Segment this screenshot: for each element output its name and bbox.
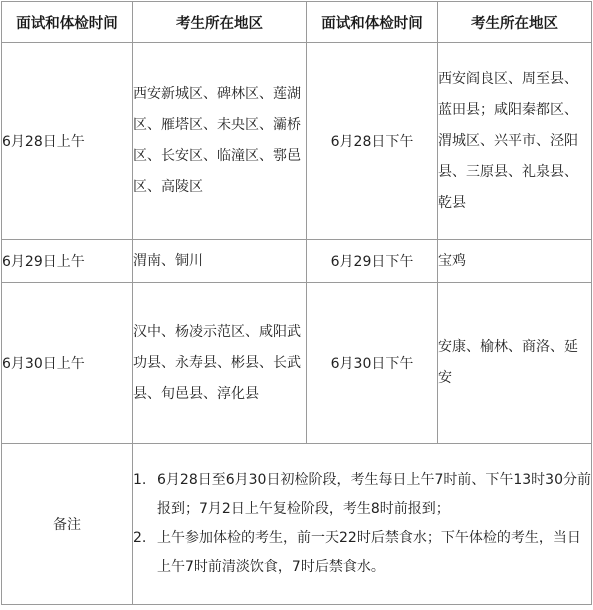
table-row — [2, 283, 592, 444]
morning-areas-cell: 西安新城区、碑林区、莲湖区、雁塔区、未央区、灞桥区、长安区、临潼区、鄠邑区、高陵区 — [133, 43, 307, 240]
note-text: 6月28日至6月30日初检阶段，考生每日上午7时前、下午13时30分前报到；7月2日上午复检阶段，考生8时前报到； — [157, 472, 591, 517]
header-time-2: 面试和体检时间 — [307, 2, 438, 43]
table-row — [2, 240, 592, 283]
morning-time-cell: 6月28日上午 — [2, 43, 133, 240]
notes-row — [2, 444, 592, 605]
afternoon-time-cell: 6月30日下午 — [307, 283, 438, 444]
morning-time-cell: 6月29日上午 — [2, 240, 133, 283]
afternoon-areas-cell: 安康、榆林、商洛、延安 — [438, 283, 592, 444]
note-number: 1. — [133, 472, 147, 488]
note-item — [133, 524, 591, 582]
morning-areas-cell: 渭南、铜川 — [133, 240, 307, 283]
header-area-1: 考生所在地区 — [133, 2, 307, 43]
notes-label: 备注 — [2, 444, 133, 605]
afternoon-areas-cell: 西安阎良区、周至县、蓝田县；咸阳秦都区、渭城区、兴平市、泾阳县、三原县、礼泉县、乾县 — [438, 43, 592, 240]
afternoon-time-cell: 6月29日下午 — [307, 240, 438, 283]
morning-areas-cell: 汉中、杨凌示范区、咸阳武功县、永寿县、彬县、长武县、旬邑县、淳化县 — [133, 283, 307, 444]
notes-body — [133, 444, 592, 605]
note-number: 2. — [133, 530, 147, 546]
table-row — [2, 43, 592, 240]
afternoon-time-cell: 6月28日下午 — [307, 43, 438, 240]
header-area-2: 考生所在地区 — [438, 2, 592, 43]
header-row — [2, 2, 592, 43]
morning-time-cell: 6月30日上午 — [2, 283, 133, 444]
header-time-1: 面试和体检时间 — [2, 2, 133, 43]
exam-schedule-table — [1, 1, 592, 605]
note-text: 上午参加体检的考生，前一天22时后禁食水；下午体检的考生，当日上午7时前清淡饮食，7时后禁食水。 — [157, 530, 581, 575]
note-item — [133, 466, 591, 524]
afternoon-areas-cell: 宝鸡 — [438, 240, 592, 283]
